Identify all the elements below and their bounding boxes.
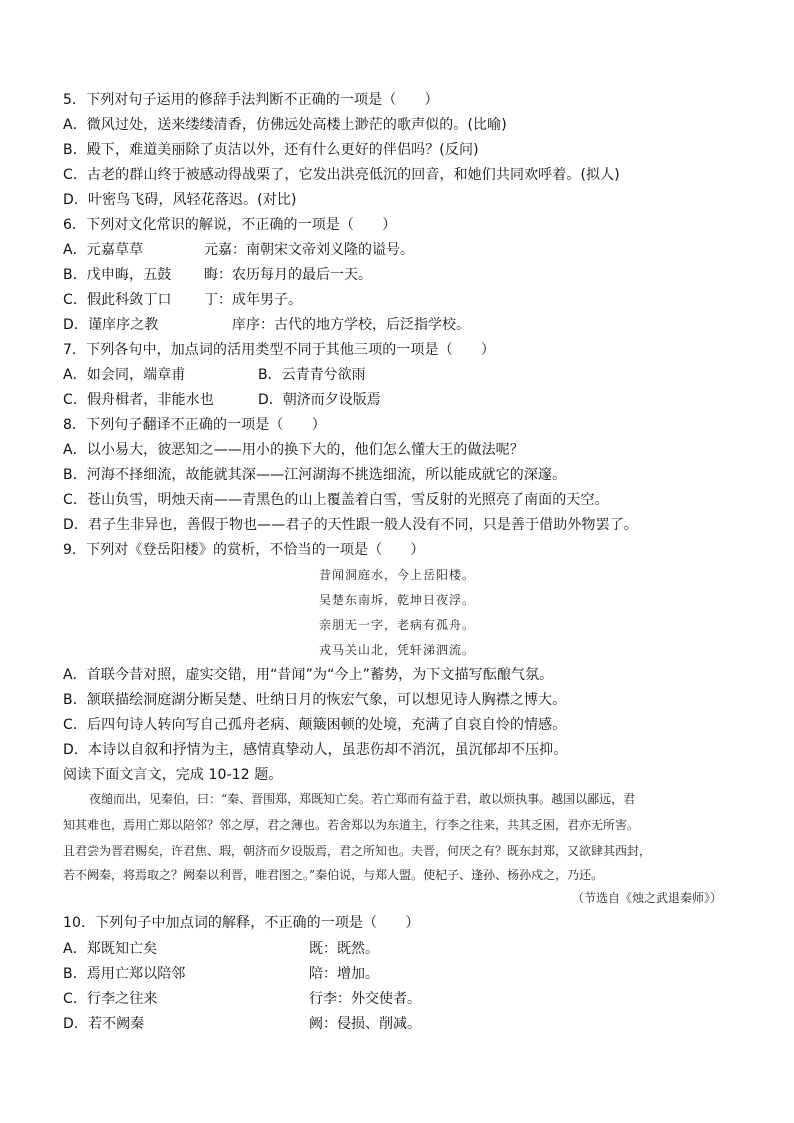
passage-line: 知其难也，焉用亡郑以陪邻？邻之厚，君之薄也。若舍郑以为东道主，行李之往来，共其乏困，君亦无所害。	[63, 818, 640, 832]
q10-option-c-term: C．行李之往来	[63, 991, 158, 1007]
q9-option-a: A．首联今昔对照，虚实交错，用“昔闻”为“今上”蓄势，为下文描写酝酿气氛。	[63, 667, 554, 683]
passage-source: （节选自《烛之武退秦师》）	[571, 891, 722, 905]
q6-option-b-note: 晦：农历每月的最后一天。	[204, 267, 372, 283]
q7-option-c: C．假舟楫者，非能水也	[63, 392, 214, 408]
poem-line: 吴楚东南坼，乾坤日夜浮。	[318, 593, 475, 607]
q6-option-a-note: 元嘉：南朝宋文帝刘义隆的谥号。	[204, 242, 414, 258]
q9-option-b: B．颔联描绘洞庭湖分断吴楚、吐纳日月的恢宏气象，可以想见诗人胸襟之博大。	[63, 692, 567, 708]
q10-option-d-term: D．若不阙秦	[63, 1016, 145, 1032]
q6-option-a-term: A．元嘉草草	[63, 242, 144, 258]
q8-option-a: A．以小易大，彼恶知之——用小的换下大的，他们怎么懂大王的做法呢？	[63, 442, 524, 458]
q8-option-d: D．君子生非异也，善假于物也——君子的天性跟一般人没有不同，只是善于借助外物罢了。	[63, 517, 638, 533]
q8-option-c: C．苍山负雪，明烛天南——青黑色的山上覆盖着白雪，雪反射的光照亮了南面的天空。	[63, 492, 609, 508]
q7-option-d: D．朝济而夕设版焉	[258, 392, 381, 408]
q9-option-c: C．后四句诗人转向写自己孤舟老病、颠簸困顿的处境，充满了自哀自怜的情感。	[63, 717, 567, 733]
q10-stem: 10．下列句子中加点词的解释，不正确的一项是（ ）	[63, 915, 420, 931]
poem-line: 昔闻洞庭水，今上岳阳楼。	[318, 568, 475, 582]
passage-line: 夜缒而出，见秦伯，曰：“秦、晋围郑，郑既知亡矣。若亡郑而有益于君，敢以烦执事。越国以鄙远，君	[89, 792, 636, 806]
poem-line: 亲朋无一字，老病有孤舟。	[318, 618, 475, 632]
q10-option-c-note: 行李：外交使者。	[309, 991, 421, 1007]
q7-stem: 7．下列各句中，加点词的活用类型不同于其他三项的一项是（ ）	[63, 342, 496, 358]
q5-option-c: C．古老的群山终于被感动得战栗了，它发出洪亮低沉的回音，和她们共同欢呼着。(拟人)	[63, 167, 620, 183]
q10-option-a-note: 既：既然。	[309, 941, 379, 957]
poem-line: 戎马关山北，凭轩涕泗流。	[318, 643, 475, 657]
q6-option-d-term: D．谨庠序之教	[63, 317, 159, 333]
q6-option-c-term: C．假此科敛丁口	[63, 292, 172, 308]
reading-intro: 阅读下面文言文，完成 10-12 题。	[63, 767, 283, 783]
q6-option-d-note: 庠序：古代的地方学校，后泛指学校。	[232, 317, 470, 333]
q10-option-b-term: B．焉用亡郑以陪邻	[63, 966, 186, 982]
passage-line: 且君尝为晋君赐矣，许君焦、瑕，朝济而夕设版焉，君之所知也。夫晋，何厌之有？既东封郑，又欲肆其西封，	[63, 844, 652, 858]
q7-option-a: A．如会同，端章甫	[63, 367, 186, 383]
q9-stem: 9．下列对《登岳阳楼》的赏析，不恰当的一项是（ ）	[63, 542, 425, 558]
q6-stem: 6．下列对文化常识的解说，不正确的一项是（ ）	[63, 217, 397, 233]
q8-option-b: B．河海不择细流，故能就其深——江河湖海不挑选细流，所以能成就它的深邃。	[63, 467, 567, 483]
q10-option-a-term: A．郑既知亡矣	[63, 941, 158, 957]
q6-option-c-note: 丁：成年男子。	[204, 292, 302, 308]
q10-option-d-note: 阙：侵损、削减。	[309, 1016, 421, 1032]
q9-option-d: D．本诗以自叙和抒情为主，感情真挚动人，虽悲伤却不消沉，虽沉郁却不压抑。	[63, 742, 568, 758]
q5-option-b: B．殿下，难道美丽除了贞洁以外，还有什么更好的伴侣吗？(反问)	[63, 142, 479, 158]
q8-stem: 8．下列句子翻译不正确的一项是（ ）	[63, 417, 326, 433]
q7-option-b: B．云青青兮欲雨	[258, 367, 366, 383]
passage-line: 若不阙秦，将焉取之？阙秦以利晋，唯君图之。”秦伯说，与郑人盟。使杞子、逢孙、杨孙戍之，乃还。	[63, 868, 604, 882]
q6-option-b-term: B．戊申晦，五鼓	[63, 267, 172, 283]
q5-option-a: A．微风过处，送来缕缕清香，仿佛远处高楼上渺茫的歌声似的。(比喻)	[63, 117, 507, 133]
q5-stem: 5．下列对句子运用的修辞手法判断不正确的一项是（ ）	[63, 92, 439, 108]
q10-option-b-note: 陪：增加。	[309, 966, 379, 982]
q5-option-d: D．叶密鸟飞碍，风轻花落迟。(对比)	[63, 192, 297, 208]
